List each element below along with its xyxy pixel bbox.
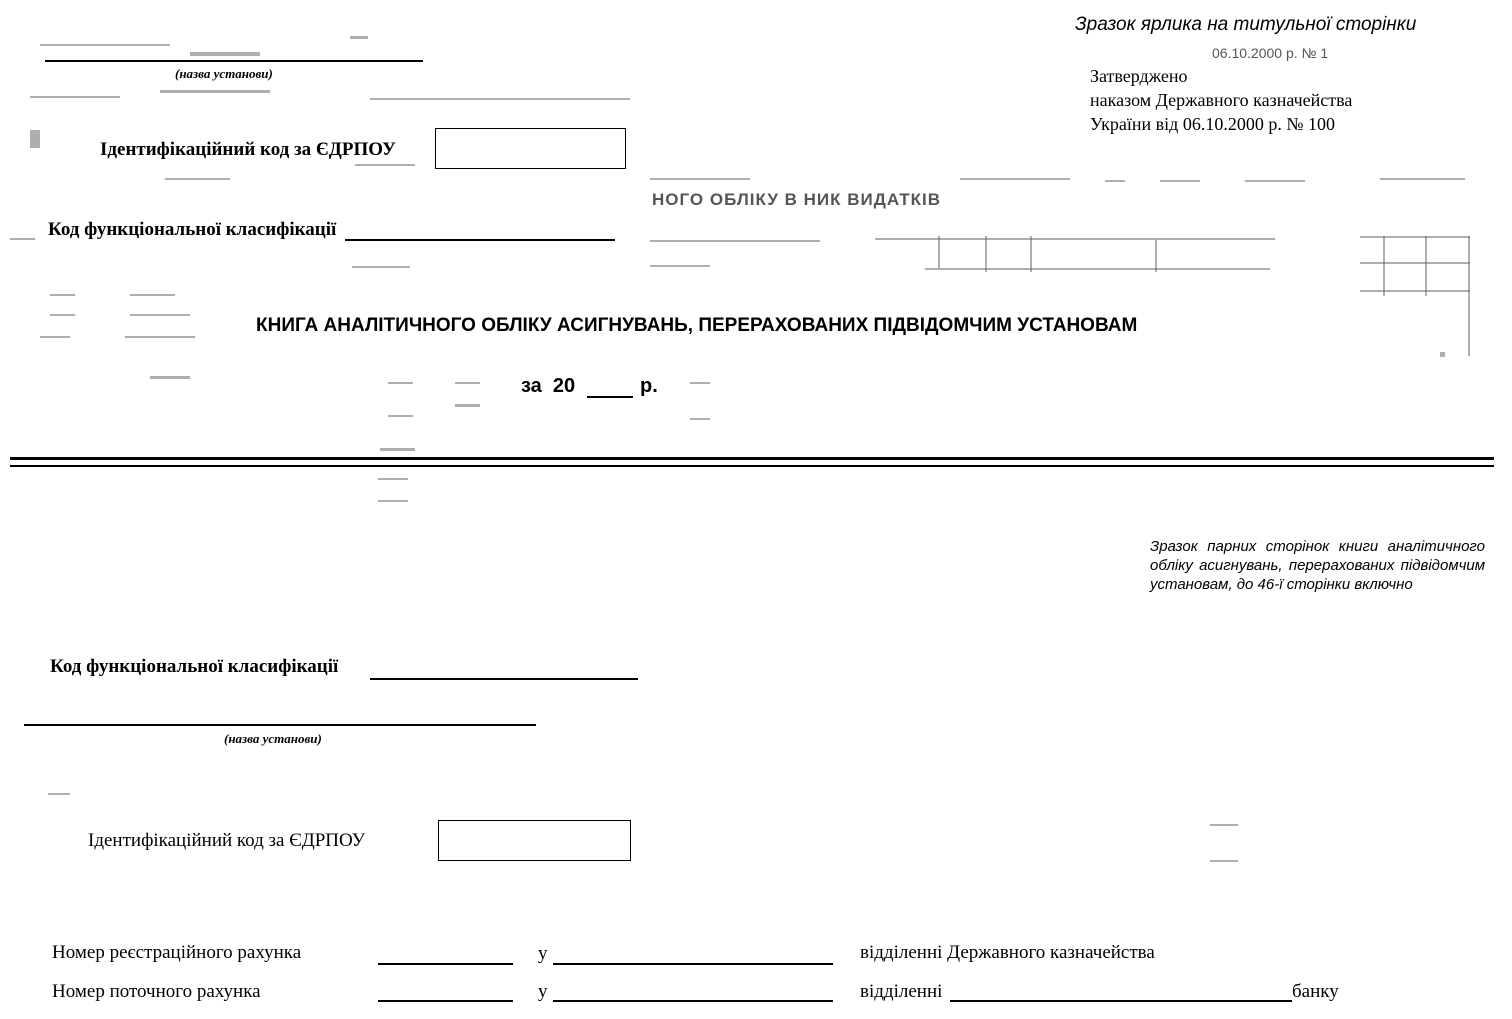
in-prefix-2: у xyxy=(538,981,548,1002)
registration-account-label: Номер реєстраційного рахунка xyxy=(52,942,302,963)
approval-line-1: Затверджено xyxy=(1090,66,1188,86)
separator-top xyxy=(10,457,1494,460)
institution-caption-2: (назва установи) xyxy=(224,731,322,746)
sample-label: Зразок ярлика на титульної сторінки xyxy=(1075,14,1417,35)
year-blank-line[interactable] xyxy=(587,396,633,398)
treasury-name-line[interactable] xyxy=(553,963,833,965)
year-suffix: р. xyxy=(640,375,658,397)
sample-note: Зразок парних сторінок книги аналітичного обліку асигнувань, перерахованих підвідомчим установам, до 46-ї сторінки включно xyxy=(1150,538,1485,593)
registration-account-line[interactable] xyxy=(378,963,513,965)
edrpou-code-box[interactable] xyxy=(435,128,626,169)
in-prefix-1: у xyxy=(538,943,548,964)
edrpou-code-box-2[interactable] xyxy=(438,820,631,861)
order-reference: 06.10.2000 р. № 1 xyxy=(1212,45,1329,61)
func-class-line[interactable] xyxy=(345,239,615,241)
year-prefix: за 20 xyxy=(521,375,576,397)
institution-name-line-2[interactable] xyxy=(24,724,536,726)
branch-label: відділенні xyxy=(860,981,943,1002)
separator-bottom xyxy=(10,465,1494,467)
institution-caption: (назва установи) xyxy=(175,66,273,81)
bleed-through-text: НОГО ОБЛІКУ В НИК ВИДАТКІВ xyxy=(652,190,942,209)
func-class-label-2: Код функціональної класифікації xyxy=(50,656,339,677)
book-title: КНИГА АНАЛІТИЧНОГО ОБЛІКУ АСИГНУВАНЬ, ПЕРЕРАХОВАНИХ ПІДВІДОМЧИМ УСТАНОВАМ xyxy=(256,315,1138,336)
approval-line-3: України від 06.10.2000 р. № 100 xyxy=(1090,114,1335,134)
current-account-label: Номер поточного рахунка xyxy=(52,981,261,1002)
bank-name-line[interactable] xyxy=(950,1000,1292,1002)
treasury-branch-label: відділенні Державного казначейства xyxy=(860,942,1155,963)
bank-city-line[interactable] xyxy=(553,1000,833,1002)
institution-name-line[interactable] xyxy=(45,60,423,62)
approval-line-2: наказом Державного казначейства xyxy=(1090,90,1353,110)
func-class-label: Код функціональної класифікації xyxy=(48,219,337,240)
current-account-line[interactable] xyxy=(378,1000,513,1002)
func-class-line-2[interactable] xyxy=(370,678,638,680)
edrpou-label-2: Ідентифікаційний код за ЄДРПОУ xyxy=(88,830,366,851)
bank-label: банку xyxy=(1292,981,1339,1002)
edrpou-label: Ідентифікаційний код за ЄДРПОУ xyxy=(100,139,396,160)
